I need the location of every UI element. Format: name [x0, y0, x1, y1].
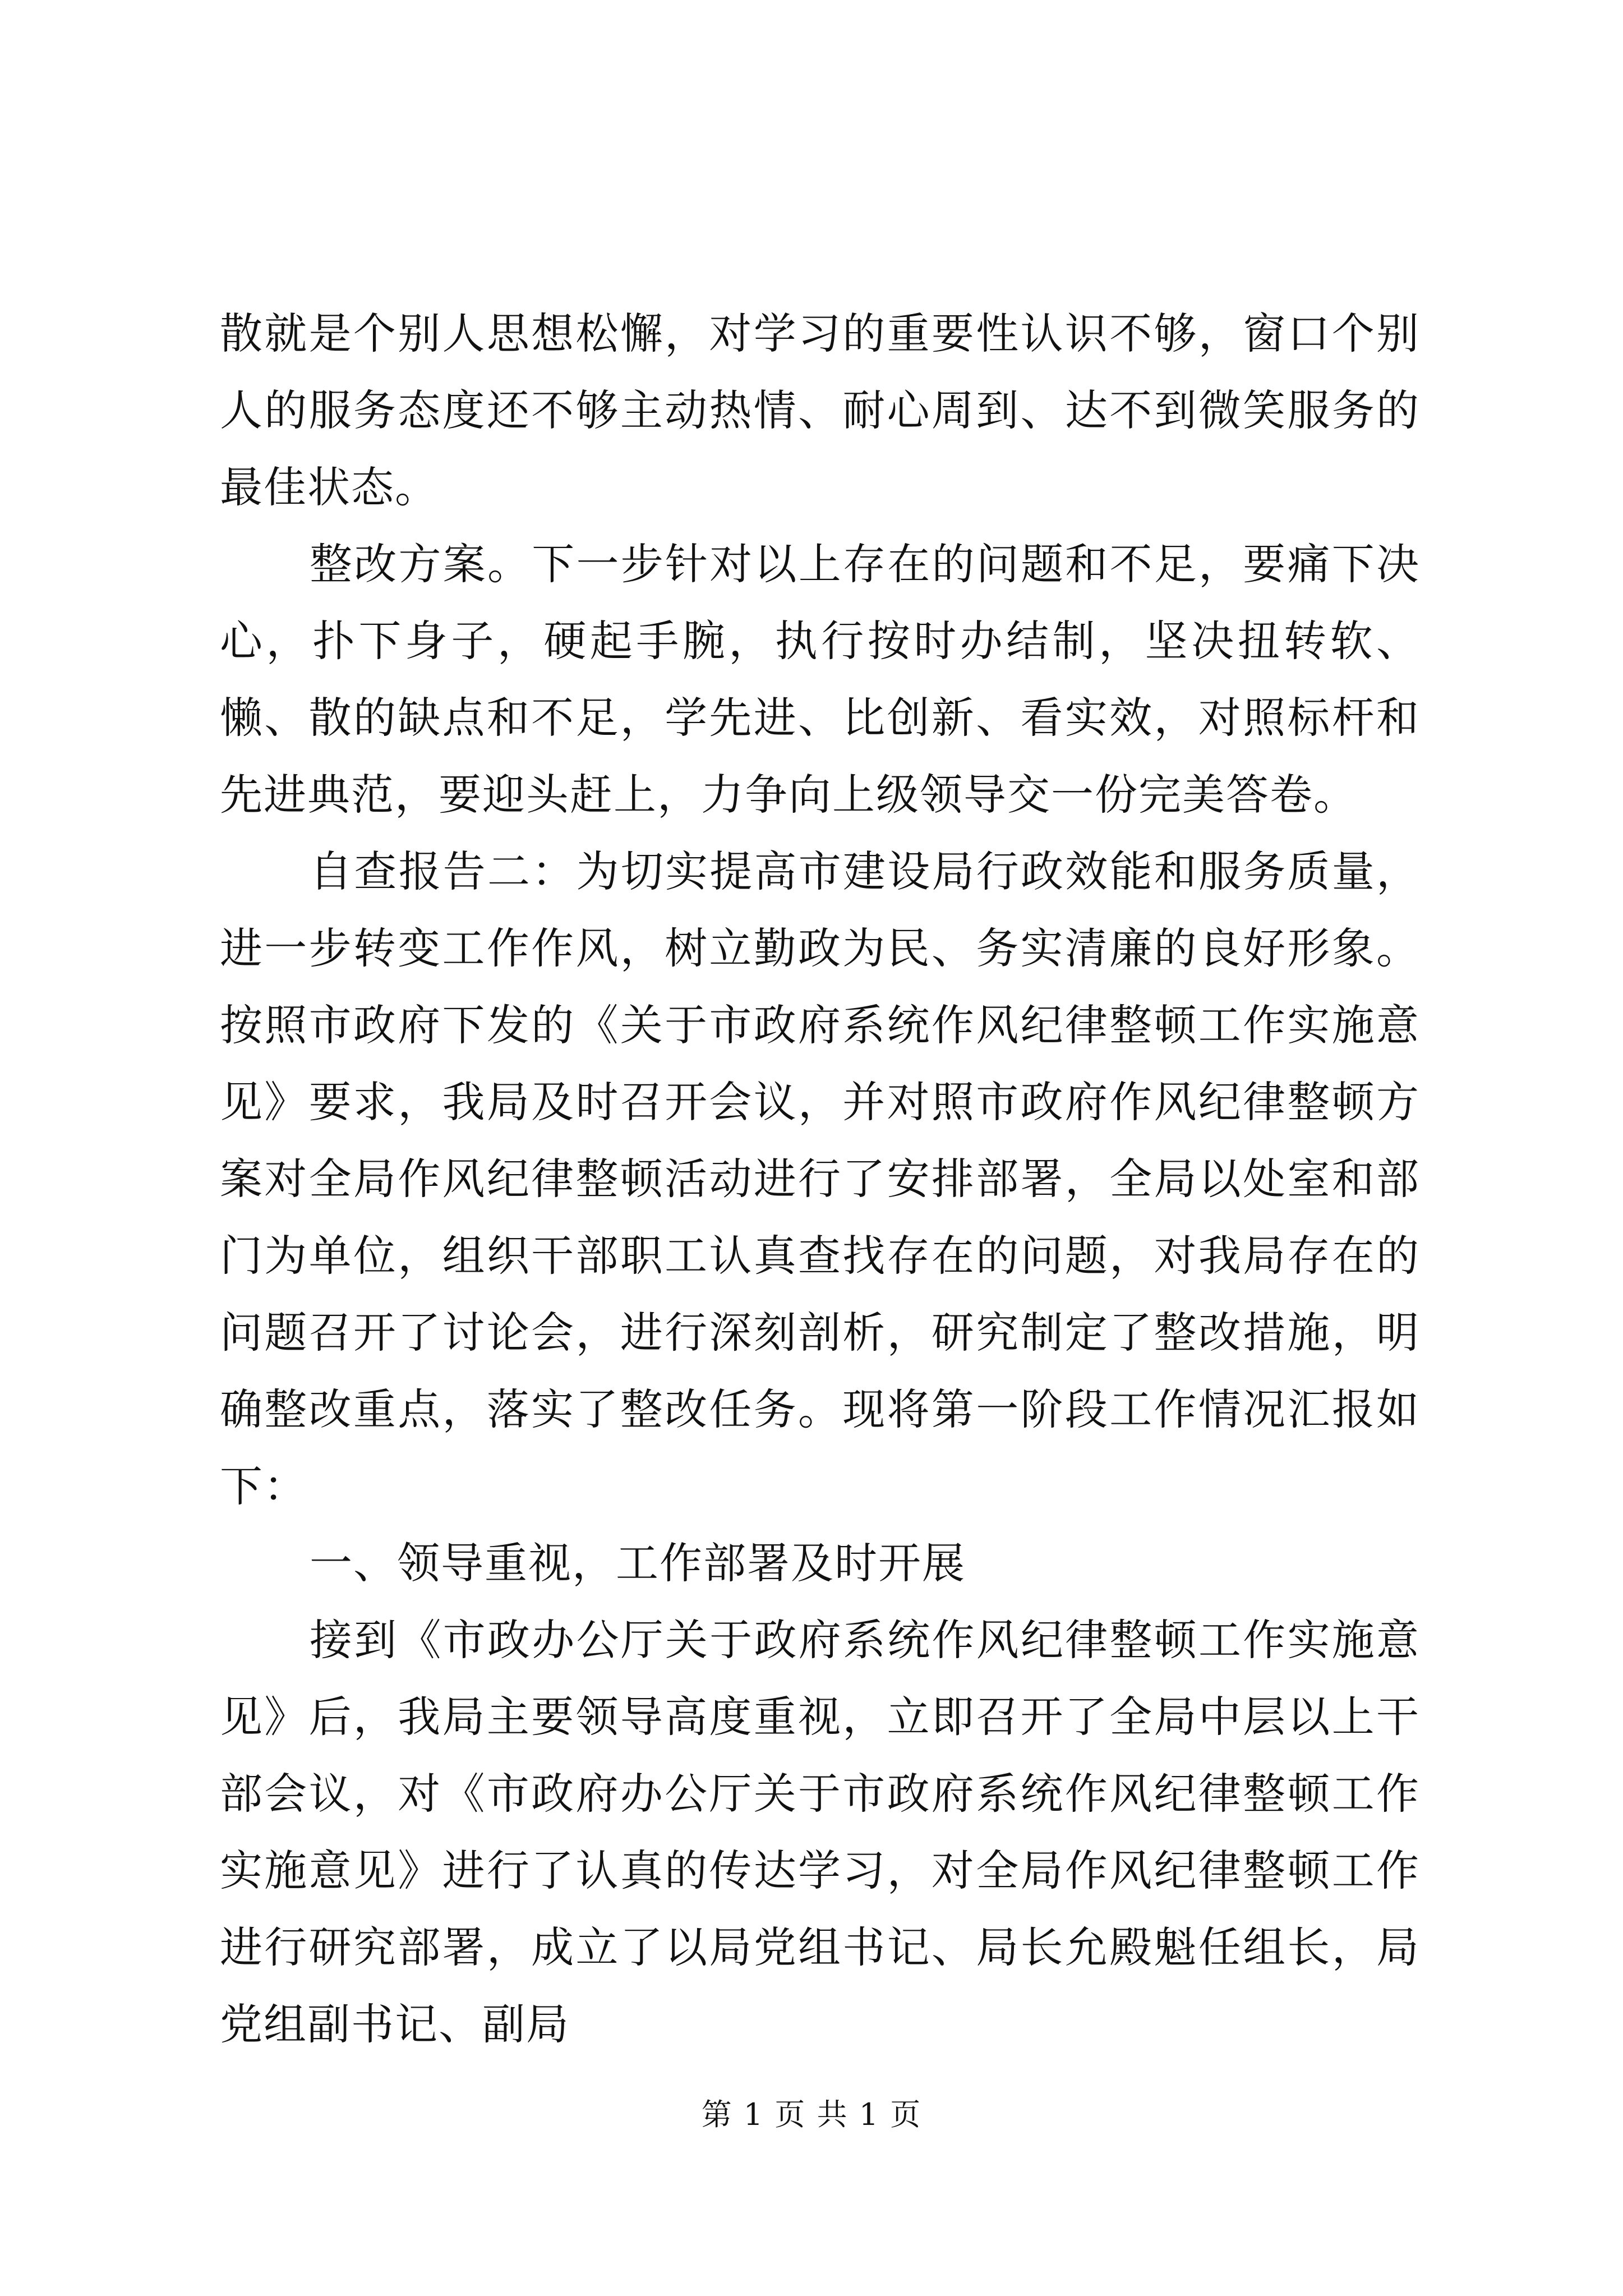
document-body: [220, 295, 1420, 2063]
paragraph-3: 自查报告二：为切实提高市建设局行政效能和服务质量，进一步转变工作作风，树立勤政为民、务实清廉的良好形象。按照市政府下发的《关于市政府系统作风纪律整顿工作实施意见》要求，我局及时召开会议，并对照市政府作风纪律整顿方案对全局作风纪律整顿活动进行了安排部署，全局以处室和部门为单位，组织干部职工认真查找存在的问题，对我局存在的问题召开了讨论会，进行深刻剖析，研究制定了整改措施，明确整改重点，落实了整改任务。现将第一阶段工作情况汇报如下：: [220, 846, 1420, 1511]
paragraph-2: 整改方案。下一步针对以上存在的问题和不足，要痛下决心，扑下身子，硬起手腕，执行按时办结制，坚决扭转软、懒、散的缺点和不足，学先进、比创新、看实效，对照标杆和先进典范，要迎头赶上，力争向上级领导交一份完美答卷。: [220, 539, 1420, 820]
paragraph-1: 散就是个别人思想松懈，对学习的重要性认识不够，窗口个别人的服务态度还不够主动热情、耐心周到、达不到微笑服务的最佳状态。: [220, 309, 1420, 512]
section-heading: 一、领导重视，工作部署及时开展: [310, 1538, 966, 1588]
page-number-footer: 第 1 页 共 1 页: [701, 2097, 922, 2132]
paragraph-5: 接到《市政办公厅关于政府系统作风纪律整顿工作实施意见》后，我局主要领导高度重视，立即召开了全局中层以上干部会议，对《市政府办公厅关于市政府系统作风纪律整顿工作实施意见》进行了认真的传达学习，对全局作风纪律整顿工作进行研究部署，成立了以局党组书记、局长允殿魁任组长，局党组副书记、副局: [220, 1615, 1420, 2049]
